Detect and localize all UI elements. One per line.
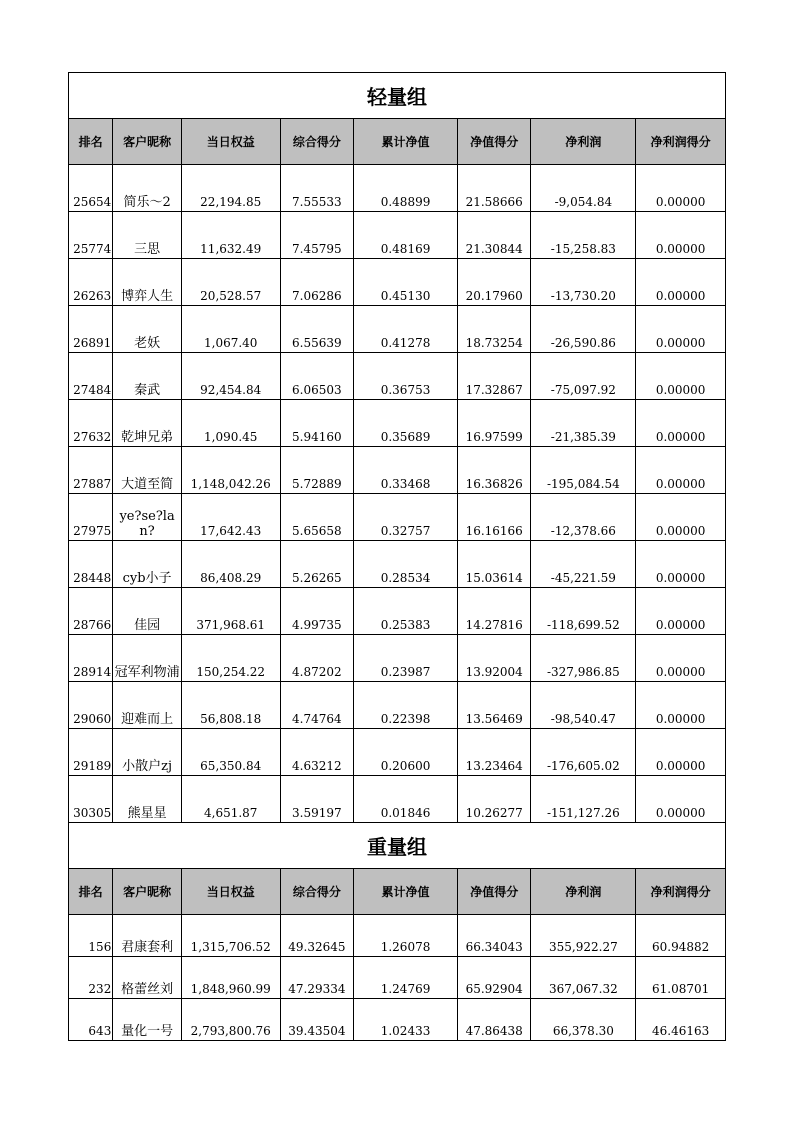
score-cell: 5.72889 [280,447,354,494]
profit-score-cell: 0.00000 [636,447,726,494]
score-cell: 5.65658 [280,494,354,541]
score-cell: 5.26265 [280,541,354,588]
name-cell: 老妖 [113,306,182,353]
name-cell: 佳园 [113,588,182,635]
nav-cell: 1.02433 [354,999,458,1041]
light-group-title: 轻量组 [69,73,726,119]
rank-cell: 29060 [69,682,113,729]
score-cell: 39.43504 [280,999,354,1041]
nav-cell: 0.25383 [354,588,458,635]
nav-cell: 0.33468 [354,447,458,494]
profit-score-cell: 0.00000 [636,165,726,212]
ranking-sheet [68,72,726,1041]
profit-score-cell: 0.00000 [636,541,726,588]
name-cell: 格蕾丝刘 [113,957,182,999]
rank-cell: 28766 [69,588,113,635]
equity-cell: 1,148,042.26 [181,447,280,494]
table-row [69,212,726,259]
rank-cell: 643 [69,999,113,1041]
name-cell: 量化一号 [113,999,182,1041]
nav-cell: 0.48169 [354,212,458,259]
header-profit: 净利润 [531,119,636,165]
nav-cell: 0.01846 [354,776,458,823]
score-cell: 49.32645 [280,915,354,957]
table-row [69,957,726,999]
nav-score-cell: 21.58666 [457,165,531,212]
rank-cell: 29189 [69,729,113,776]
table-row [69,915,726,957]
score-cell: 4.87202 [280,635,354,682]
equity-cell: 92,454.84 [181,353,280,400]
profit-score-cell: 0.00000 [636,494,726,541]
header-name: 客户昵称 [113,119,182,165]
name-cell: 冠军利物浦 [113,635,182,682]
score-cell: 3.59197 [280,776,354,823]
equity-cell: 22,194.85 [181,165,280,212]
profit-cell: 66,378.30 [531,999,636,1041]
profit-cell: 355,922.27 [531,915,636,957]
score-cell: 4.74764 [280,682,354,729]
equity-cell: 1,090.45 [181,400,280,447]
equity-cell: 4,651.87 [181,776,280,823]
table-row [69,494,726,541]
equity-cell: 1,067.40 [181,306,280,353]
table-body [69,73,726,1041]
rank-cell: 30305 [69,776,113,823]
nav-cell: 0.35689 [354,400,458,447]
header-name: 客户昵称 [113,869,182,915]
name-cell: 熊星星 [113,776,182,823]
profit-cell: -195,084.54 [531,447,636,494]
profit-cell: -176,605.02 [531,729,636,776]
profit-cell: -15,258.83 [531,212,636,259]
header-nav: 累计净值 [354,119,458,165]
equity-cell: 56,808.18 [181,682,280,729]
nav-cell: 0.22398 [354,682,458,729]
nav-cell: 0.20600 [354,729,458,776]
profit-score-cell: 46.46163 [636,999,726,1041]
score-cell: 7.45795 [280,212,354,259]
table-row [69,165,726,212]
equity-cell: 65,350.84 [181,729,280,776]
nav-score-cell: 20.17960 [457,259,531,306]
rank-cell: 28914 [69,635,113,682]
name-cell: 迎难而上 [113,682,182,729]
name-cell: 简乐～2 [113,165,182,212]
profit-cell: -26,590.86 [531,306,636,353]
name-cell: 小散户zj [113,729,182,776]
name-cell: cyb小子 [113,541,182,588]
nav-score-cell: 16.36826 [457,447,531,494]
profit-score-cell: 0.00000 [636,635,726,682]
profit-cell: -13,730.20 [531,259,636,306]
name-cell: 乾坤兄弟 [113,400,182,447]
table-row [69,306,726,353]
name-cell: 大道至简 [113,447,182,494]
heavy-group-header-row [69,869,726,915]
nav-score-cell: 10.26277 [457,776,531,823]
table-row [69,541,726,588]
nav-score-cell: 14.27816 [457,588,531,635]
light-group-header-row [69,119,726,165]
nav-score-cell: 47.86438 [457,999,531,1041]
nav-cell: 0.41278 [354,306,458,353]
nav-cell: 0.32757 [354,494,458,541]
profit-score-cell: 0.00000 [636,776,726,823]
equity-cell: 17,642.43 [181,494,280,541]
rank-cell: 27887 [69,447,113,494]
rank-cell: 25654 [69,165,113,212]
nav-score-cell: 13.92004 [457,635,531,682]
table-row [69,353,726,400]
nav-cell: 1.26078 [354,915,458,957]
score-cell: 6.55639 [280,306,354,353]
rank-cell: 28448 [69,541,113,588]
nav-score-cell: 18.73254 [457,306,531,353]
table-row [69,635,726,682]
nav-score-cell: 13.23464 [457,729,531,776]
heavy-group-title-row [69,823,726,869]
ranking-table [68,72,726,1041]
heavy-group-title: 重量组 [69,823,726,869]
nav-cell: 1.24769 [354,957,458,999]
equity-cell: 150,254.22 [181,635,280,682]
name-cell: ye?se?lan? [113,494,182,541]
rank-cell: 26263 [69,259,113,306]
header-nav-score: 净值得分 [457,869,531,915]
profit-cell: -9,054.84 [531,165,636,212]
nav-score-cell: 65.92904 [457,957,531,999]
profit-cell: -327,986.85 [531,635,636,682]
header-nav: 累计净值 [354,869,458,915]
header-score: 综合得分 [280,869,354,915]
profit-cell: 367,067.32 [531,957,636,999]
rank-cell: 156 [69,915,113,957]
rank-cell: 27975 [69,494,113,541]
rank-cell: 232 [69,957,113,999]
nav-cell: 0.45130 [354,259,458,306]
nav-score-cell: 66.34043 [457,915,531,957]
nav-cell: 0.23987 [354,635,458,682]
profit-score-cell: 0.00000 [636,588,726,635]
nav-score-cell: 17.32867 [457,353,531,400]
profit-cell: -151,127.26 [531,776,636,823]
profit-cell: -75,097.92 [531,353,636,400]
profit-score-cell: 0.00000 [636,212,726,259]
name-cell: 君康套利 [113,915,182,957]
equity-cell: 1,848,960.99 [181,957,280,999]
table-row [69,400,726,447]
nav-score-cell: 21.30844 [457,212,531,259]
nav-cell: 0.28534 [354,541,458,588]
profit-cell: -21,385.39 [531,400,636,447]
equity-cell: 371,968.61 [181,588,280,635]
profit-score-cell: 0.00000 [636,400,726,447]
rank-cell: 26891 [69,306,113,353]
header-rank: 排名 [69,869,113,915]
nav-cell: 0.36753 [354,353,458,400]
score-cell: 6.06503 [280,353,354,400]
header-equity: 当日权益 [181,119,280,165]
name-cell: 秦武 [113,353,182,400]
profit-cell: -45,221.59 [531,541,636,588]
profit-cell: -12,378.66 [531,494,636,541]
profit-score-cell: 0.00000 [636,306,726,353]
rank-cell: 25774 [69,212,113,259]
equity-cell: 20,528.57 [181,259,280,306]
equity-cell: 11,632.49 [181,212,280,259]
score-cell: 7.55533 [280,165,354,212]
header-nav-score: 净值得分 [457,119,531,165]
nav-score-cell: 15.03614 [457,541,531,588]
equity-cell: 2,793,800.76 [181,999,280,1041]
table-row [69,776,726,823]
profit-score-cell: 0.00000 [636,682,726,729]
rank-cell: 27484 [69,353,113,400]
rank-cell: 27632 [69,400,113,447]
score-cell: 4.99735 [280,588,354,635]
profit-score-cell: 60.94882 [636,915,726,957]
table-row [69,588,726,635]
nav-score-cell: 13.56469 [457,682,531,729]
table-row [69,729,726,776]
header-rank: 排名 [69,119,113,165]
profit-score-cell: 0.00000 [636,353,726,400]
name-cell: 博弈人生 [113,259,182,306]
score-cell: 5.94160 [280,400,354,447]
header-profit-score: 净利润得分 [636,869,726,915]
equity-cell: 86,408.29 [181,541,280,588]
profit-score-cell: 61.08701 [636,957,726,999]
score-cell: 4.63212 [280,729,354,776]
header-equity: 当日权益 [181,869,280,915]
profit-score-cell: 0.00000 [636,729,726,776]
score-cell: 7.06286 [280,259,354,306]
header-profit: 净利润 [531,869,636,915]
profit-cell: -98,540.47 [531,682,636,729]
name-cell: 三思 [113,212,182,259]
header-score: 综合得分 [280,119,354,165]
header-profit-score: 净利润得分 [636,119,726,165]
score-cell: 47.29334 [280,957,354,999]
profit-score-cell: 0.00000 [636,259,726,306]
equity-cell: 1,315,706.52 [181,915,280,957]
light-group-title-row [69,73,726,119]
table-row [69,447,726,494]
table-row [69,259,726,306]
table-row [69,999,726,1041]
nav-score-cell: 16.97599 [457,400,531,447]
nav-cell: 0.48899 [354,165,458,212]
profit-cell: -118,699.52 [531,588,636,635]
nav-score-cell: 16.16166 [457,494,531,541]
table-row [69,682,726,729]
